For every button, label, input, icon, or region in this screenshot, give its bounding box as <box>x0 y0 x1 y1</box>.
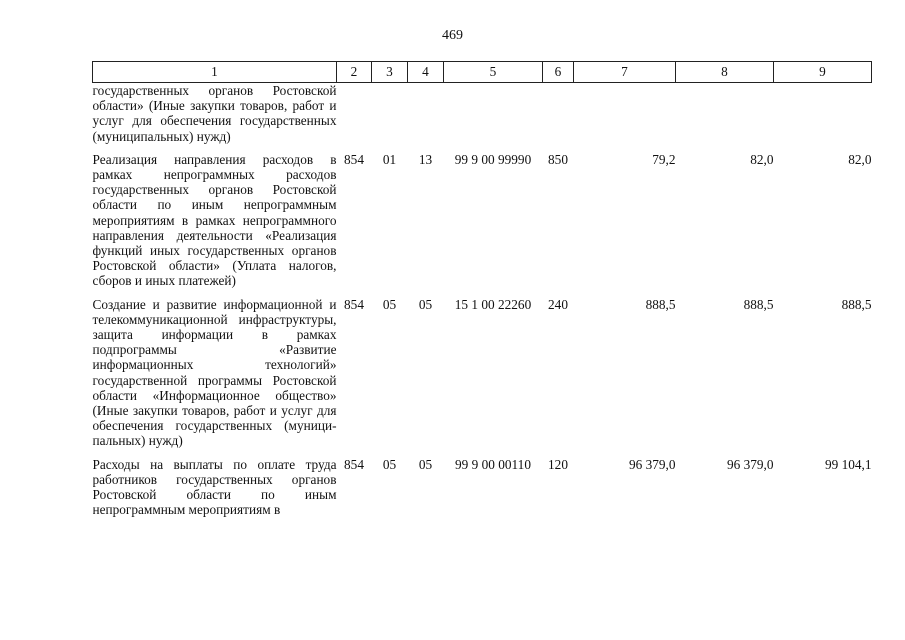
row-code-subsection: 05 <box>418 296 433 312</box>
header-cell-9: 9 <box>774 62 872 83</box>
table-row <box>93 83 872 144</box>
row-amount-3 <box>774 83 872 144</box>
row-description: Расходы на выплаты по оплате труда работников государственных органов Ростовской области по иным непрограммным мероприятиям в <box>92 456 337 518</box>
header-cell-7: 7 <box>574 62 676 83</box>
row-code-target <box>444 83 543 144</box>
header-cell-2: 2 <box>337 62 372 83</box>
row-code-target: 15 1 00 22260 <box>454 296 532 312</box>
header-cell-1: 1 <box>93 62 337 83</box>
row-amount-3: 888,5 <box>841 296 872 312</box>
row-code-expense-type <box>543 83 574 144</box>
row-code-subsection <box>408 83 444 144</box>
row-code-target: 99 9 00 99990 <box>454 151 532 167</box>
row-code-expense-type: 850 <box>548 151 568 167</box>
row-amount-2: 96 379,0 <box>726 456 774 472</box>
header-row <box>93 62 872 83</box>
row-code-section: 05 <box>382 296 397 312</box>
header-cell-5: 5 <box>444 62 543 83</box>
row-code-section: 05 <box>382 456 397 472</box>
row-amount-1: 96 379,0 <box>628 456 676 472</box>
row-description: Создание и развитие информационной и телекоммуникационной инфраструктуры, защита информации в рамках подпрограммы «Развитие информационных технологий» государственной программы Ростовской области «Информационное общество» (Иные закупки товаров, работ и услуг для обеспечения государственных (муниципальных) нужд) <box>92 296 337 449</box>
page-number: 469 <box>442 28 463 43</box>
row-code-expense-type: 120 <box>548 456 568 472</box>
row-description: государственных органов Ростовской области» (Иные закупки товаров, работ и услуг для обеспечения государственных (муниципальных) нужд) <box>92 83 337 144</box>
row-code-subsection: 13 <box>418 151 433 167</box>
row-code-ministry: 854 <box>344 456 364 472</box>
row-amount-2: 888,5 <box>743 296 774 312</box>
table-row <box>93 144 872 289</box>
row-amount-2 <box>676 83 774 144</box>
row-amount-2: 82,0 <box>750 151 774 167</box>
row-amount-1: 888,5 <box>645 296 676 312</box>
row-code-subsection: 05 <box>418 456 433 472</box>
row-amount-1: 79,2 <box>652 151 676 167</box>
row-code-expense-type: 240 <box>548 296 568 312</box>
row-code-section: 01 <box>382 151 397 167</box>
row-code-section <box>372 83 408 144</box>
table-row <box>93 449 872 532</box>
row-description: Реализация направления расходов в рамках непрограммных расходов государственных органов Ростовской области по иным непрограммным мероприятиям в рамках непрограммного направления деятельности «Реализация функций иных государственных органов Ростовской области» (Уплата налогов, сборов и иных платежей) <box>92 151 337 289</box>
row-amount-1 <box>574 83 676 144</box>
header-cell-6: 6 <box>543 62 574 83</box>
row-code-ministry <box>337 83 372 144</box>
header-cell-8: 8 <box>676 62 774 83</box>
row-amount-3: 82,0 <box>848 151 872 167</box>
row-code-ministry: 854 <box>344 296 364 312</box>
row-amount-3: 99 104,1 <box>824 456 872 472</box>
row-code-target: 99 9 00 00110 <box>455 456 531 472</box>
budget-table <box>92 61 872 532</box>
row-code-ministry: 854 <box>344 151 364 167</box>
header-cell-4: 4 <box>408 62 444 83</box>
header-cell-3: 3 <box>372 62 408 83</box>
table-row <box>93 289 872 449</box>
